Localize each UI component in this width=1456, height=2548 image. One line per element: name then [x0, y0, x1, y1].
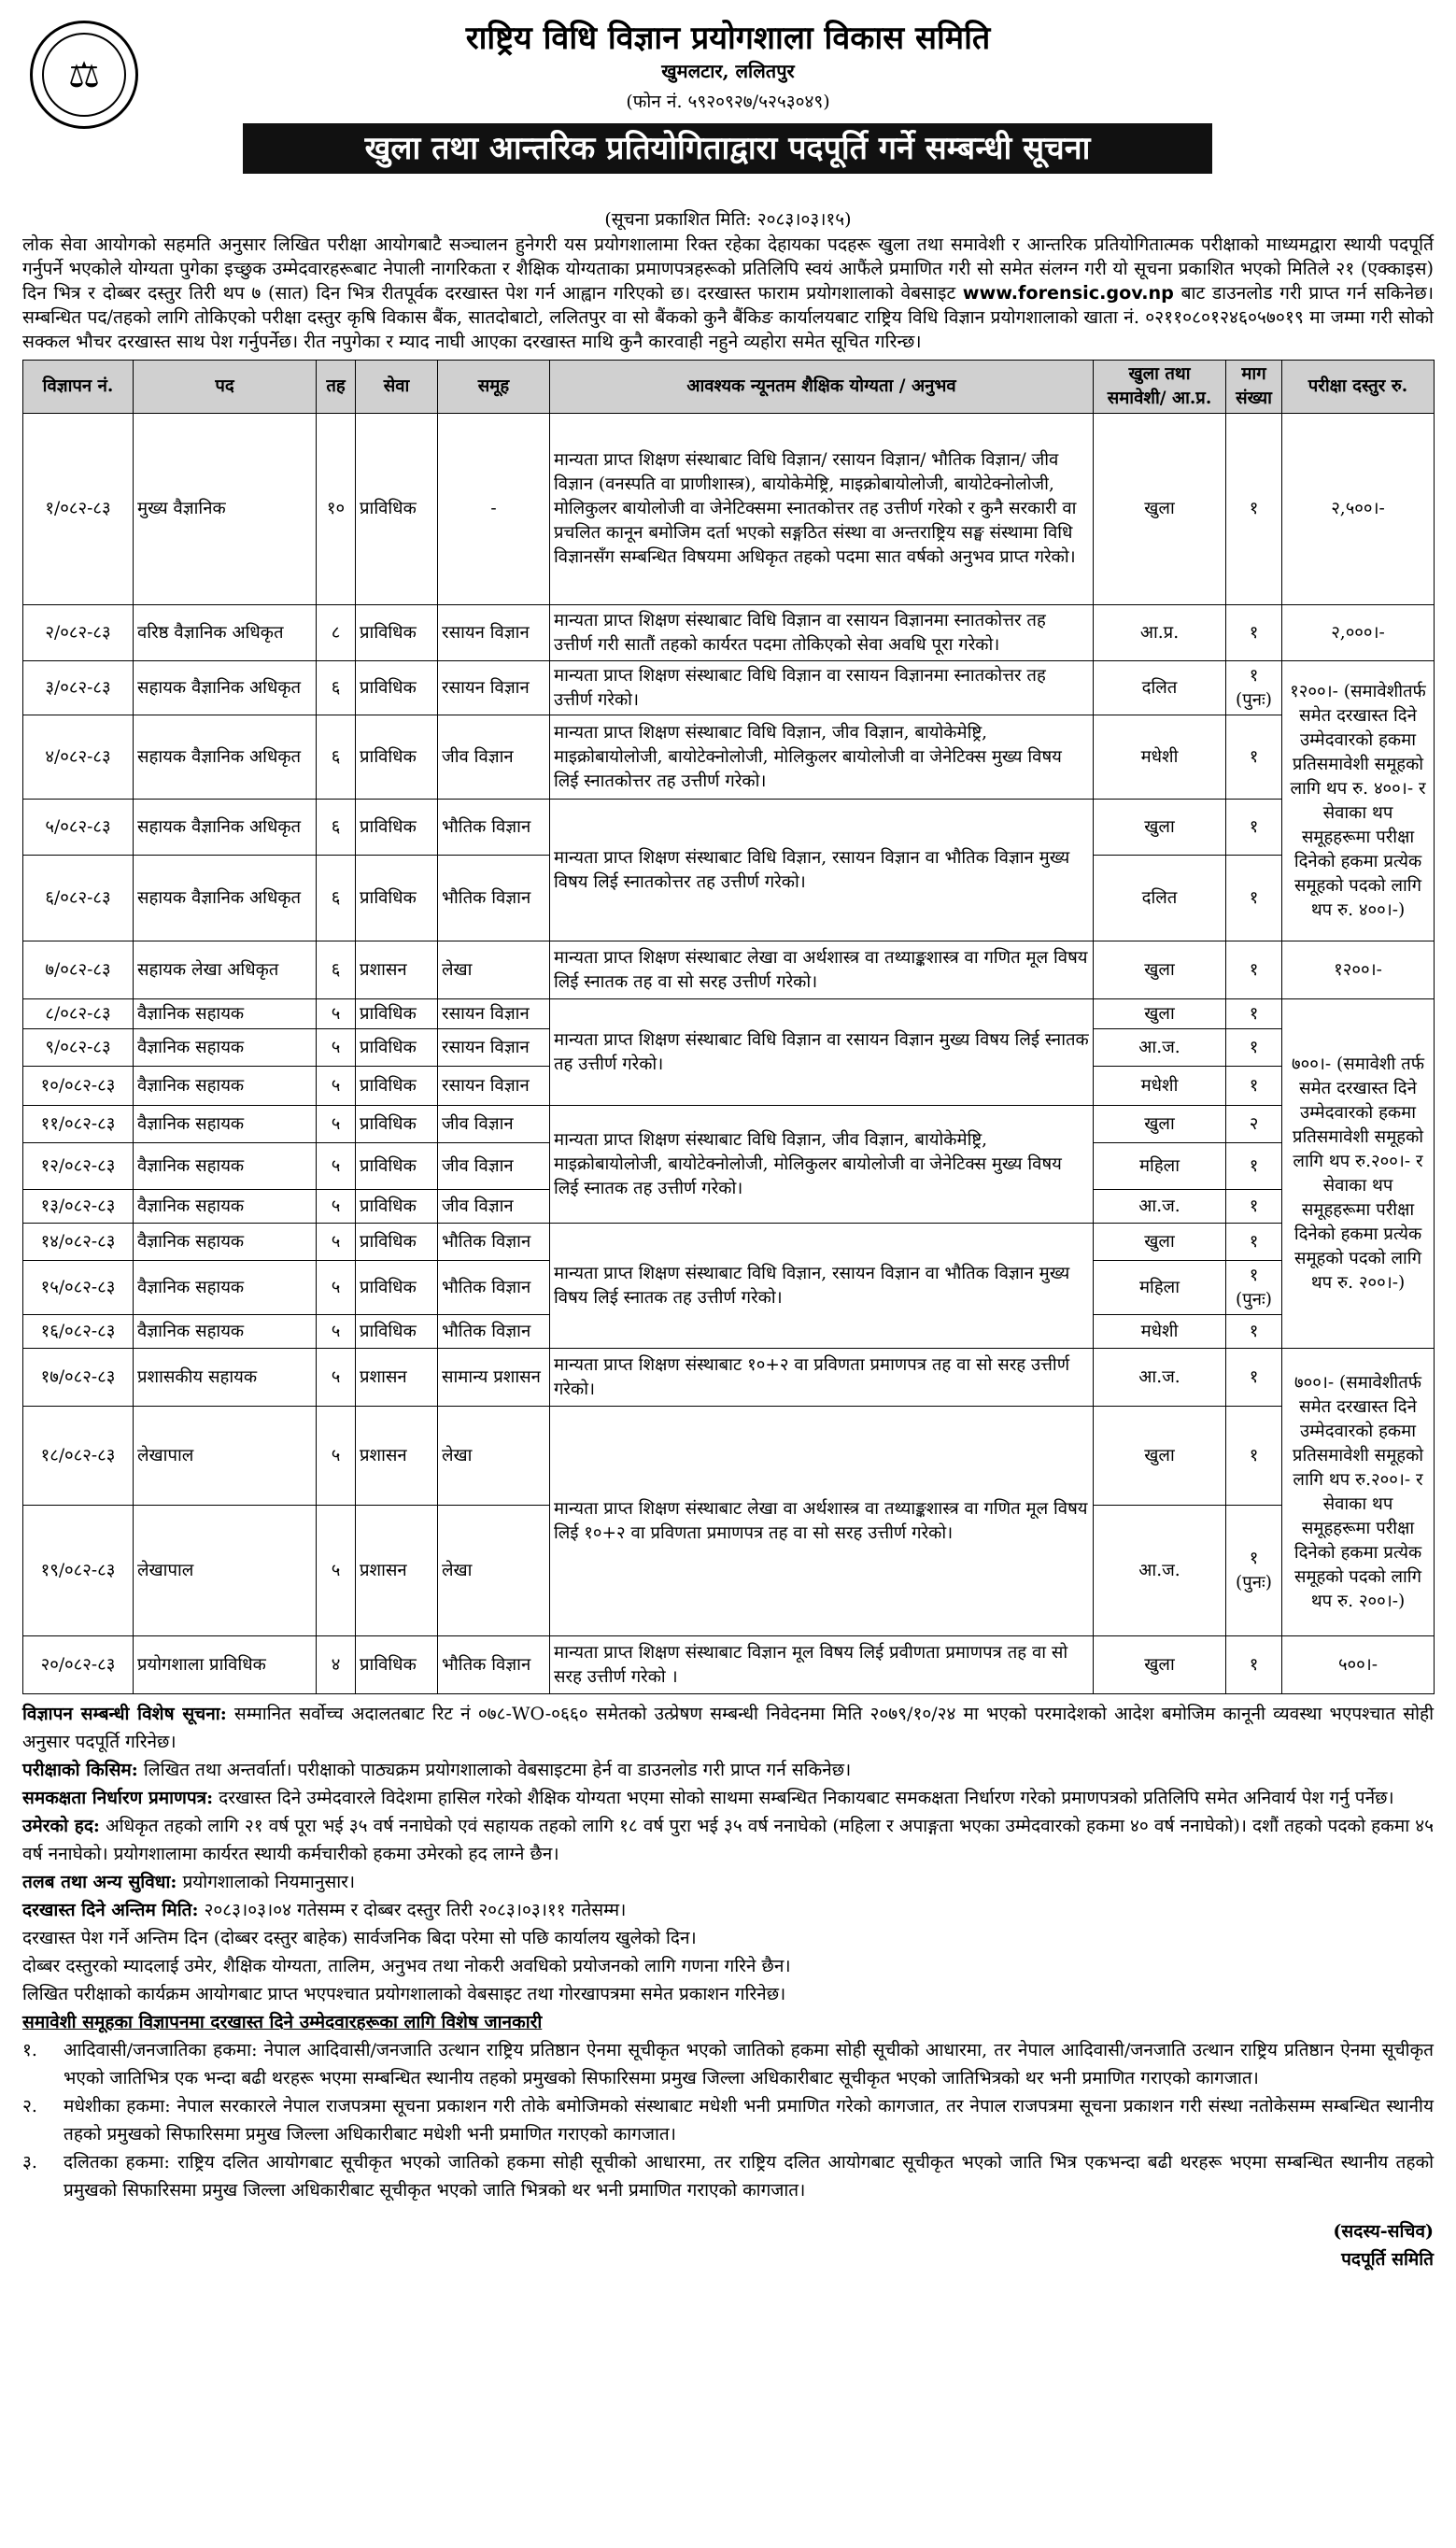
cell-count: १ [1226, 800, 1282, 856]
col-count: माग संख्या [1226, 361, 1282, 414]
cell-fee: २,५००।- [1282, 414, 1435, 605]
cell-level: ६ [317, 800, 356, 856]
cell-adv: ३/०८२-८३ [23, 661, 134, 715]
list-item-text: आदिवासी/जनजातिका हकमा: नेपाल आदिवासी/जनजाति उत्थान राष्ट्रिय प्रतिष्ठान ऐनमा सूचीकृत भएको जातिको हकमा सोही सूचीको आधारमा, तर नेपाल आदिवासी/जनजाति उत्थान राष्ट्रिय प्रतिष्ठान ऐनमा सूचीकृत भएको जातिभित्र एक भन्दा बढी थरहरू भएमा सम्बन्धित स्थानीय तहको प्रमुखको सिफारिसमा प्रमुख जिल्ला अधिकारीबाट सूचीकृत भएको जातिभित्रको थर भनी प्रमाणित गराएको कागजात। [64, 2040, 1434, 2088]
cell-count: १ [1226, 414, 1282, 605]
cell-category: खुला [1094, 1224, 1226, 1261]
cell-adv: ५/०८२-८३ [23, 800, 134, 856]
note-label: उमेरको हद: [22, 1816, 100, 1836]
notice-header [22, 9, 1434, 173]
cell-qualification: मान्यता प्राप्त शिक्षण संस्थाबाट विधि विज्ञान वा रसायन विज्ञानमा स्नातकोत्तर तह उत्तीर्ण गरी सातौं तहको कार्यरत पदमा तोकिएको सेवा अवधि पूरा गरेको। [550, 605, 1094, 661]
cell-adv: २/०८२-८३ [23, 605, 134, 661]
cell-post: वैज्ञानिक सहायक [134, 1143, 317, 1190]
cell-adv: १३/०८२-८३ [23, 1190, 134, 1224]
cell-category: खुला [1094, 1407, 1226, 1506]
cell-level: ५ [317, 999, 356, 1029]
cell-service: प्राविधिक [356, 1190, 438, 1224]
cell-service: प्राविधिक [356, 1315, 438, 1349]
cell-service: प्राविधिक [356, 856, 438, 941]
cell-count: १ (पुनः) [1226, 661, 1282, 715]
col-category: खुला तथा समावेशी/ आ.प्र. [1094, 361, 1226, 414]
col-qualification: आवश्यक न्यूनतम शैक्षिक योग्यता / अनुभव [550, 361, 1094, 414]
col-group: समूह [438, 361, 550, 414]
cell-fee: १२००।- (समावेशीतर्फ समेत दरखास्त दिने उम्मेदवारको हकमा प्रतिसमावेशी समूहको लागि थप रु. ४००।- र सेवाका थप समूहहरूमा परीक्षा दिनेको हकमा प्रत्येक समूहको पदको लागि थप रु. ४००।-) [1282, 661, 1435, 941]
table-row [23, 605, 1435, 661]
cell-group: रसायन विज्ञान [438, 1029, 550, 1067]
cell-level: ५ [317, 1224, 356, 1261]
cell-service: प्राविधिक [356, 1067, 438, 1106]
cell-level: ८ [317, 605, 356, 661]
note-exam-type [22, 1756, 1434, 1784]
cell-adv: १५/०८२-८३ [23, 1261, 134, 1315]
cell-post: वैज्ञानिक सहायक [134, 1224, 317, 1261]
cell-category: खुला [1094, 999, 1226, 1029]
cell-service: प्राविधिक [356, 999, 438, 1029]
cell-post: प्रशासकीय सहायक [134, 1349, 317, 1407]
cell-adv: १४/०८२-८३ [23, 1224, 134, 1261]
cell-count: १ (पुनः) [1226, 1506, 1282, 1636]
cell-qualification: मान्यता प्राप्त शिक्षण संस्थाबाट विधि विज्ञान/ रसायन विज्ञान/ भौतिक विज्ञान/ जीव विज्ञान (वनस्पति वा प्राणीशास्त्र), बायोकेमेष्ट्रि, माइक्रोबायोलोजी, बायोटेक्नोलोजी, मोलिकुलर बायोलोजी वा जेनेटिक्समा स्नातकोत्तर तह उत्तीर्ण गरेको र कुनै सरकारी वा प्रचलित कानून बमोजिम दर्ता भएको सङ्गठित संस्था वा अन्तराष्ट्रिय सङ्घ संस्थामा विधि विज्ञानसँग सम्बन्धित विषयमा अधिकृत तहको पदमा सात वर्षको अनुभव प्राप्त गरेको। [550, 414, 1094, 605]
cell-count: १ [1226, 1067, 1282, 1106]
cell-service: प्राविधिक [356, 1636, 438, 1694]
note-label: तलब तथा अन्य सुविधा: [22, 1872, 177, 1892]
cell-service: प्राविधिक [356, 605, 438, 661]
list-item-text: मधेशीका हकमा: नेपाल सरकारले नेपाल राजपत्रमा सूचना प्रकाशन गरी तोके बमोजिमको संस्थाबाट मधेशी भनी प्रमाणित गरेको कागजात, तर नेपाल राजपत्रमा सूचना प्रकाशन गरी संस्था नतोकेसम्म सम्बन्धित स्थानीय तहको प्रमुखको सिफारिसमा प्रमुख जिल्ला अधिकारीबाट मधेशी भनी प्रमाणित गराएको कागजात। [64, 2096, 1434, 2145]
cell-category: मधेशी [1094, 1315, 1226, 1349]
cell-post: सहायक वैज्ञानिक अधिकृत [134, 800, 317, 856]
cell-post: वैज्ञानिक सहायक [134, 999, 317, 1029]
cell-post: प्रयोगशाला प्राविधिक [134, 1636, 317, 1694]
seal-emblem-icon: ⚖ [42, 33, 126, 117]
cell-post: वैज्ञानिक सहायक [134, 1190, 317, 1224]
cell-adv: १२/०८२-८३ [23, 1143, 134, 1190]
table-row [23, 1349, 1435, 1407]
cell-post: वैज्ञानिक सहायक [134, 1315, 317, 1349]
cell-post: लेखापाल [134, 1407, 317, 1506]
cell-group: लेखा [438, 1407, 550, 1506]
cell-category: खुला [1094, 1636, 1226, 1694]
notice-page [22, 9, 1434, 2273]
cell-qualification: मान्यता प्राप्त शिक्षण संस्थाबाट विधि विज्ञान वा रसायन विज्ञानमा स्नातकोत्तर तह उत्तीर्ण गरेको। [550, 661, 1094, 715]
vacancy-table [22, 360, 1435, 1694]
signature-block [22, 2217, 1434, 2273]
cell-count: १ (पुनः) [1226, 1261, 1282, 1315]
cell-level: ५ [317, 1190, 356, 1224]
list-item [22, 2092, 1434, 2148]
note-label: विज्ञापन सम्बन्धी विशेष सूचना: [22, 1704, 227, 1724]
cell-group: रसायन विज्ञान [438, 605, 550, 661]
cell-adv: ११/०८२-८३ [23, 1106, 134, 1143]
intro-text-1: लोक सेवा आयोगको सहमति अनुसार लिखित परीक्षा आयोगबाटै सञ्चालन हुनेगरी यस प्रयोगशालामा रिक्त रहेका देहायका पदहरू खुला तथा समावेशी र आन्तरिक प्रतियोगितात्मक परीक्षाको माध्यमद्वारा स्थायी पदपूर्ति गर्नुपर्ने भएकोले योग्यता पुगेका इच्छुक उम्मेदवारहरूबाट नेपाली नागरिकता र शैक्षिक योग्यताका प्रमाणपत्रहरूको प्रतिलिपि स्वयं आफैंले प्रमाणित गरी सो समेत संलग्न गरी यो सूचना प्रकाशित भएको मितिले २१ (एक्काइस) दिन भित्र र दोब्बर दस्तुर तिरी थप ७ (सात) दिन भित्र रीतपूर्वक दरखास्त पेश गर्न आह्वान गरिएको छ। दरखास्त फाराम प्रयोगशालाको वेबसाइट [22, 234, 1434, 304]
list-item-number: २. [22, 2096, 37, 2116]
cell-group: सामान्य प्रशासन [438, 1349, 550, 1407]
table-row [23, 1106, 1435, 1143]
cell-qualification: मान्यता प्राप्त शिक्षण संस्थाबाट लेखा वा अर्थशास्त्र वा तथ्याङ्कशास्त्र वा गणित मूल विषय लिई १०+२ वा प्रविणता प्रमाणपत्र तह वा सो सरह उत्तीर्ण गरेको। [550, 1407, 1094, 1636]
cell-count: १ [1226, 1190, 1282, 1224]
cell-qualification: मान्यता प्राप्त शिक्षण संस्थाबाट विधि विज्ञान, रसायन विज्ञान वा भौतिक विज्ञान मुख्य विषय लिई स्नातक तह उत्तीर्ण गरेको। [550, 1224, 1094, 1349]
cell-level: ६ [317, 941, 356, 999]
cell-level: ६ [317, 856, 356, 941]
cell-adv: २०/०८२-८३ [23, 1636, 134, 1694]
cell-count: १ [1226, 1224, 1282, 1261]
col-service: सेवा [356, 361, 438, 414]
cell-level: ६ [317, 715, 356, 800]
cell-group: जीव विज्ञान [438, 715, 550, 800]
cell-qualification: मान्यता प्राप्त शिक्षण संस्थाबाट विधि विज्ञान, जीव विज्ञान, बायोकेमेष्ट्रि, माइक्रोबायोलोजी, बायोटेक्नोलोजी, मोलिकुलर बायोलोजी वा जेनेटिक्स मुख्य विषय लिई स्नातकोत्तर तह उत्तीर्ण गरेको। [550, 715, 1094, 800]
intro-paragraph [22, 233, 1434, 354]
cell-qualification: मान्यता प्राप्त शिक्षण संस्थाबाट विधि विज्ञान वा रसायन विज्ञान मुख्य विषय लिई स्नातक तह उत्तीर्ण गरेको। [550, 999, 1094, 1106]
cell-group: लेखा [438, 941, 550, 999]
cell-level: १० [317, 414, 356, 605]
cell-count: १ [1226, 1315, 1282, 1349]
inclusive-heading: समावेशी समूहका विज्ञापनमा दरखास्त दिने उम्मेदवारहरूका लागि विशेष जानकारी [22, 2012, 543, 2032]
cell-adv: १७/०८२-८३ [23, 1349, 134, 1407]
cell-level: ५ [317, 1315, 356, 1349]
cell-post: वरिष्ठ वैज्ञानिक अधिकृत [134, 605, 317, 661]
cell-adv: ७/०८२-८३ [23, 941, 134, 999]
col-adv-no: विज्ञापन नं. [23, 361, 134, 414]
note-age-limit [22, 1812, 1434, 1868]
note-text: २०८३।०३।०४ गतेसम्म र दोब्बर दस्तुर तिरी २०८३।०३।११ गतेसम्म। [204, 1900, 627, 1920]
note-line: दरखास्त पेश गर्ने अन्तिम दिन (दोब्बर दस्तुर बाहेक) सार्वजनिक बिदा परेमा सो पछि कार्यालय खुलेको दिन। [22, 1928, 697, 1948]
cell-service: प्रशासन [356, 941, 438, 999]
col-level: तह [317, 361, 356, 414]
cell-group: लेखा [438, 1506, 550, 1636]
cell-post: वैज्ञानिक सहायक [134, 1261, 317, 1315]
cell-post: लेखापाल [134, 1506, 317, 1636]
cell-post: सहायक वैज्ञानिक अधिकृत [134, 661, 317, 715]
cell-group: भौतिक विज्ञान [438, 856, 550, 941]
cell-category: महिला [1094, 1143, 1226, 1190]
cell-qualification: मान्यता प्राप्त शिक्षण संस्थाबाट विधि विज्ञान, जीव विज्ञान, बायोकेमेष्ट्रि, माइक्रोबायोलोजी, बायोटेक्नोलोजी, मोलिकुलर बायोलोजी वा जेनेटिक्स मुख्य विषय लिई स्नातक तह उत्तीर्ण गरेको। [550, 1106, 1094, 1224]
signature-title: (सदस्य-सचिव) [1333, 2221, 1434, 2242]
cell-category: आ.ज. [1094, 1349, 1226, 1407]
cell-group: भौतिक विज्ञान [438, 1315, 550, 1349]
cell-service: प्राविधिक [356, 1143, 438, 1190]
cell-group: भौतिक विज्ञान [438, 1224, 550, 1261]
cell-service: प्राविधिक [356, 800, 438, 856]
cell-adv: १०/०८२-८३ [23, 1067, 134, 1106]
cell-group: भौतिक विज्ञान [438, 1261, 550, 1315]
cell-post: सहायक लेखा अधिकृत [134, 941, 317, 999]
cell-group: रसायन विज्ञान [438, 999, 550, 1029]
list-item-text: दलितका हकमा: राष्ट्रिय दलित आयोगबाट सूचीकृत भएको जातिको हकमा सोही सूचीको आधारमा, तर राष्ट्रिय दलित आयोगबाट सूचीकृत भएको जाति भित्र एकभन्दा बढी थरहरू भएमा सम्बन्धित स्थानीय तहको प्रमुखको सिफारिसमा प्रमुख जिल्ला अधिकारीबाट सूचीकृत भएको जाति भित्रको थर भनी प्रमाणित गराएको कागजात। [64, 2152, 1434, 2201]
note-text: अधिकृत तहको लागि २१ वर्ष पूरा भई ३५ वर्ष ननाघेको एवं सहायक तहको लागि १८ वर्ष पुरा भई ३५ वर्ष ननाघेको (महिला र अपाङ्गता भएका उम्मेदवारको हकमा ४० वर्ष ननाघेको)। दशौं तहको पदको हकमा ४५ वर्ष ननाघेको। प्रयोगशालामा कार्यरत स्थायी कर्मचारीको हकमा उमेरको हद लाग्ने छैन। [22, 1816, 1434, 1864]
cell-service: प्राविधिक [356, 661, 438, 715]
cell-adv: १९/०८२-८३ [23, 1506, 134, 1636]
note-text: दरखास्त दिने उम्मेदवारले विदेशमा हासिल गरेको शैक्षिक योग्यता भएमा सोको साथमा सम्बन्धित निकायबाट समकक्षता निर्धारण गरेको प्रमाणपत्रको प्रतिलिपि समेत अनिवार्य पेश गर्नु पर्नेछ। [219, 1788, 1394, 1808]
col-post: पद [134, 361, 317, 414]
organization-address: खुमलटार, ललितपुर [661, 60, 795, 82]
cell-level: ५ [317, 1506, 356, 1636]
organization-name: राष्ट्रिय विधि विज्ञान प्रयोगशाला विकास समिति [465, 20, 991, 57]
cell-category: दलित [1094, 661, 1226, 715]
notes-section [22, 1700, 1434, 2204]
cell-count: १ [1226, 999, 1282, 1029]
cell-post: वैज्ञानिक सहायक [134, 1029, 317, 1067]
cell-adv: १८/०८२-८३ [23, 1407, 134, 1506]
cell-category: आ.ज. [1094, 1506, 1226, 1636]
cell-count: १ [1226, 1143, 1282, 1190]
cell-qualification: मान्यता प्राप्त शिक्षण संस्थाबाट लेखा वा अर्थशास्त्र वा तथ्याङ्कशास्त्र वा गणित मूल विषय लिई स्नातक तह वा सो सरह उत्तीर्ण गरेको। [550, 941, 1094, 999]
cell-fee: ७००।- (समावेशीतर्फ समेत दरखास्त दिने उम्मेदवारको हकमा प्रतिसमावेशी समूहको लागि थप रु.२००।- र सेवाका थप समूहहरूमा परीक्षा दिनेको हकमा प्रत्येक समूहको पदको लागि थप रु. २००।-) [1282, 1349, 1435, 1636]
cell-category: मधेशी [1094, 715, 1226, 800]
note-line: दोब्बर दस्तुरको म्यादलाई उमेर, शैक्षिक योग्यता, तालिम, अनुभव तथा नोकरी अवधिको प्रयोजनको लागि गणना गरिने छैन। [22, 1956, 791, 1976]
cell-qualification: मान्यता प्राप्त शिक्षण संस्थाबाट १०+२ वा प्रविणता प्रमाणपत्र तह वा सो सरह उत्तीर्ण गरेको। [550, 1349, 1094, 1407]
cell-adv: ६/०८२-८३ [23, 856, 134, 941]
table-row [23, 999, 1435, 1029]
cell-post: सहायक वैज्ञानिक अधिकृत [134, 856, 317, 941]
cell-count: १ [1226, 941, 1282, 999]
cell-service: प्राविधिक [356, 1224, 438, 1261]
cell-adv: ८/०८२-८३ [23, 999, 134, 1029]
cell-service: प्राविधिक [356, 414, 438, 605]
organization-phone: (फोन नं. ५९२०९२७/५२५३०४९) [626, 92, 830, 112]
note-special [22, 1700, 1434, 1756]
cell-category: खुला [1094, 1106, 1226, 1143]
cell-service: प्राविधिक [356, 1261, 438, 1315]
note-deadline [22, 1896, 1434, 1924]
cell-count: १ [1226, 1407, 1282, 1506]
cell-category: खुला [1094, 800, 1226, 856]
table-row [23, 661, 1435, 715]
note-label: परीक्षाको किसिम: [22, 1760, 138, 1780]
table-row [23, 1224, 1435, 1261]
notice-title: खुला तथा आन्तरिक प्रतियोगिताद्वारा पदपूर्ति गर्ने सम्बन्धी सूचना [243, 123, 1212, 174]
cell-group: भौतिक विज्ञान [438, 800, 550, 856]
cell-fee: ७००।- (समावेशी तर्फ समेत दरखास्त दिने उम्मेदवारको हकमा प्रतिसमावेशी समूहको लागि थप रु.२००।- र सेवाका थप समूहहरूमा परीक्षा दिनेको हकमा प्रत्येक समूहको पदको लागि थप रु. २००।-) [1282, 999, 1435, 1349]
intro-text-2: बाट डाउनलोड गरी प्राप्त गर्न सकिनेछ। सम्बन्धित पद/तहको लागि तोकिएको परीक्षा दस्तुर कृषि विकास बैंक, सातदोबाटो, ललितपुर वा सो बैंकको कुनै बैंकिङ कार्यालयबाट राष्ट्रिय विधि विज्ञान प्रयोगशालाको खाता नं. ०२११०८०१२४६०५७०१९ मा जम्मा गरी सोको सक्कल भौचर दरखास्त साथ पेश गर्नुपर्नेछ। रीत नपुगेका र म्याद नाघी आएका दरखास्त माथि कुनै कारवाही नहुने व्यहोरा समेत सूचित गरिन्छ। [22, 282, 1434, 352]
cell-category: दलित [1094, 856, 1226, 941]
cell-count: १ [1226, 1029, 1282, 1067]
cell-qualification: मान्यता प्राप्त शिक्षण संस्थाबाट विज्ञान मूल विषय लिई प्रवीणता प्रमाणपत्र तह वा सो सरह उत्तीर्ण गरेको । [550, 1636, 1094, 1694]
cell-category: खुला [1094, 414, 1226, 605]
cell-service: प्रशासन [356, 1407, 438, 1506]
cell-count: २ [1226, 1106, 1282, 1143]
website-link[interactable]: www.forensic.gov.np [962, 282, 1174, 304]
cell-count: १ [1226, 1636, 1282, 1694]
cell-group: जीव विज्ञान [438, 1143, 550, 1190]
cell-group: रसायन विज्ञान [438, 1067, 550, 1106]
cell-count: १ [1226, 715, 1282, 800]
cell-qualification: मान्यता प्राप्त शिक्षण संस्थाबाट विधि विज्ञान, रसायन विज्ञान वा भौतिक विज्ञान मुख्य विषय लिई स्नातकोत्तर तह उत्तीर्ण गरेको। [550, 800, 1094, 941]
note-equivalence [22, 1784, 1434, 1812]
table-row [23, 941, 1435, 999]
cell-level: ५ [317, 1407, 356, 1506]
cell-group: जीव विज्ञान [438, 1106, 550, 1143]
note-salary [22, 1868, 1434, 1896]
cell-post: मुख्य वैज्ञानिक [134, 414, 317, 605]
cell-service: प्राविधिक [356, 1106, 438, 1143]
cell-service: प्रशासन [356, 1506, 438, 1636]
cell-adv: १/०८२-८३ [23, 414, 134, 605]
cell-service: प्राविधिक [356, 715, 438, 800]
table-row [23, 414, 1435, 605]
cell-group: जीव विज्ञान [438, 1190, 550, 1224]
cell-post: वैज्ञानिक सहायक [134, 1067, 317, 1106]
note-text: लिखित तथा अन्तर्वार्ता। परीक्षाको पाठ्यक्रम प्रयोगशालाको वेबसाइटमा हेर्न वा डाउनलोड गरी प्राप्त गर्न सकिनेछ। [143, 1760, 852, 1780]
cell-count: १ [1226, 605, 1282, 661]
cell-level: ६ [317, 661, 356, 715]
publication-date: (सूचना प्रकाशित मिति: २०८३।०३।१५) [604, 209, 852, 230]
cell-category: आ.प्र. [1094, 605, 1226, 661]
cell-level: ५ [317, 1067, 356, 1106]
table-row [23, 1407, 1435, 1506]
cell-category: मधेशी [1094, 1067, 1226, 1106]
note-label: समकक्षता निर्धारण प्रमाणपत्र: [22, 1788, 214, 1808]
cell-fee: ५००।- [1282, 1636, 1435, 1694]
cell-count: १ [1226, 1349, 1282, 1407]
table-row [23, 1636, 1435, 1694]
list-item-number: १. [22, 2040, 37, 2060]
note-text: प्रयोगशालाको नियमानुसार। [182, 1872, 356, 1892]
cell-level: ५ [317, 1143, 356, 1190]
cell-count: १ [1226, 856, 1282, 941]
cell-group: भौतिक विज्ञान [438, 1636, 550, 1694]
cell-level: ५ [317, 1349, 356, 1407]
table-header-row [23, 361, 1435, 414]
cell-adv: १६/०८२-८३ [23, 1315, 134, 1349]
cell-group: रसायन विज्ञान [438, 661, 550, 715]
cell-category: खुला [1094, 941, 1226, 999]
cell-level: ५ [317, 1029, 356, 1067]
table-row [23, 715, 1435, 800]
list-item [22, 2148, 1434, 2204]
cell-group: - [438, 414, 550, 605]
signature-committee: पदपूर्ति समिति [1341, 2249, 1434, 2270]
list-item [22, 2036, 1434, 2092]
cell-level: ५ [317, 1106, 356, 1143]
cell-adv: ९/०८२-८३ [23, 1029, 134, 1067]
cell-post: सहायक वैज्ञानिक अधिकृत [134, 715, 317, 800]
cell-fee: १२००।- [1282, 941, 1435, 999]
col-fee: परीक्षा दस्तुर रु. [1282, 361, 1435, 414]
list-item-number: ३. [22, 2152, 37, 2173]
cell-category: आ.ज. [1094, 1029, 1226, 1067]
cell-category: आ.ज. [1094, 1190, 1226, 1224]
cell-adv: ४/०८२-८३ [23, 715, 134, 800]
note-text: सम्मानित सर्वोच्च अदालतबाट रिट नं ०७८-WO-०६६० समेतको उत्प्रेषण सम्बन्धी निवेदनमा मिति २०७९/१०/२४ मा भएको परमादेशको आदेश बमोजिम कानूनी व्यवस्था भएपश्चात सोही अनुसार पदपूर्ति गरिनेछ। [22, 1704, 1434, 1752]
cell-service: प्रशासन [356, 1349, 438, 1407]
cell-service: प्राविधिक [356, 1029, 438, 1067]
cell-level: ४ [317, 1636, 356, 1694]
note-line: लिखित परीक्षाको कार्यक्रम आयोगबाट प्राप्त भएपश्चात प्रयोगशालाको वेबसाइट तथा गोरखापत्रमा समेत प्रकाशन गरिनेछ। [22, 1984, 786, 2004]
cell-level: ५ [317, 1261, 356, 1315]
note-label: दरखास्त दिने अन्तिम मिति: [22, 1900, 199, 1920]
table-row [23, 800, 1435, 856]
cell-post: वैज्ञानिक सहायक [134, 1106, 317, 1143]
cell-fee: २,०००।- [1282, 605, 1435, 661]
cell-category: महिला [1094, 1261, 1226, 1315]
